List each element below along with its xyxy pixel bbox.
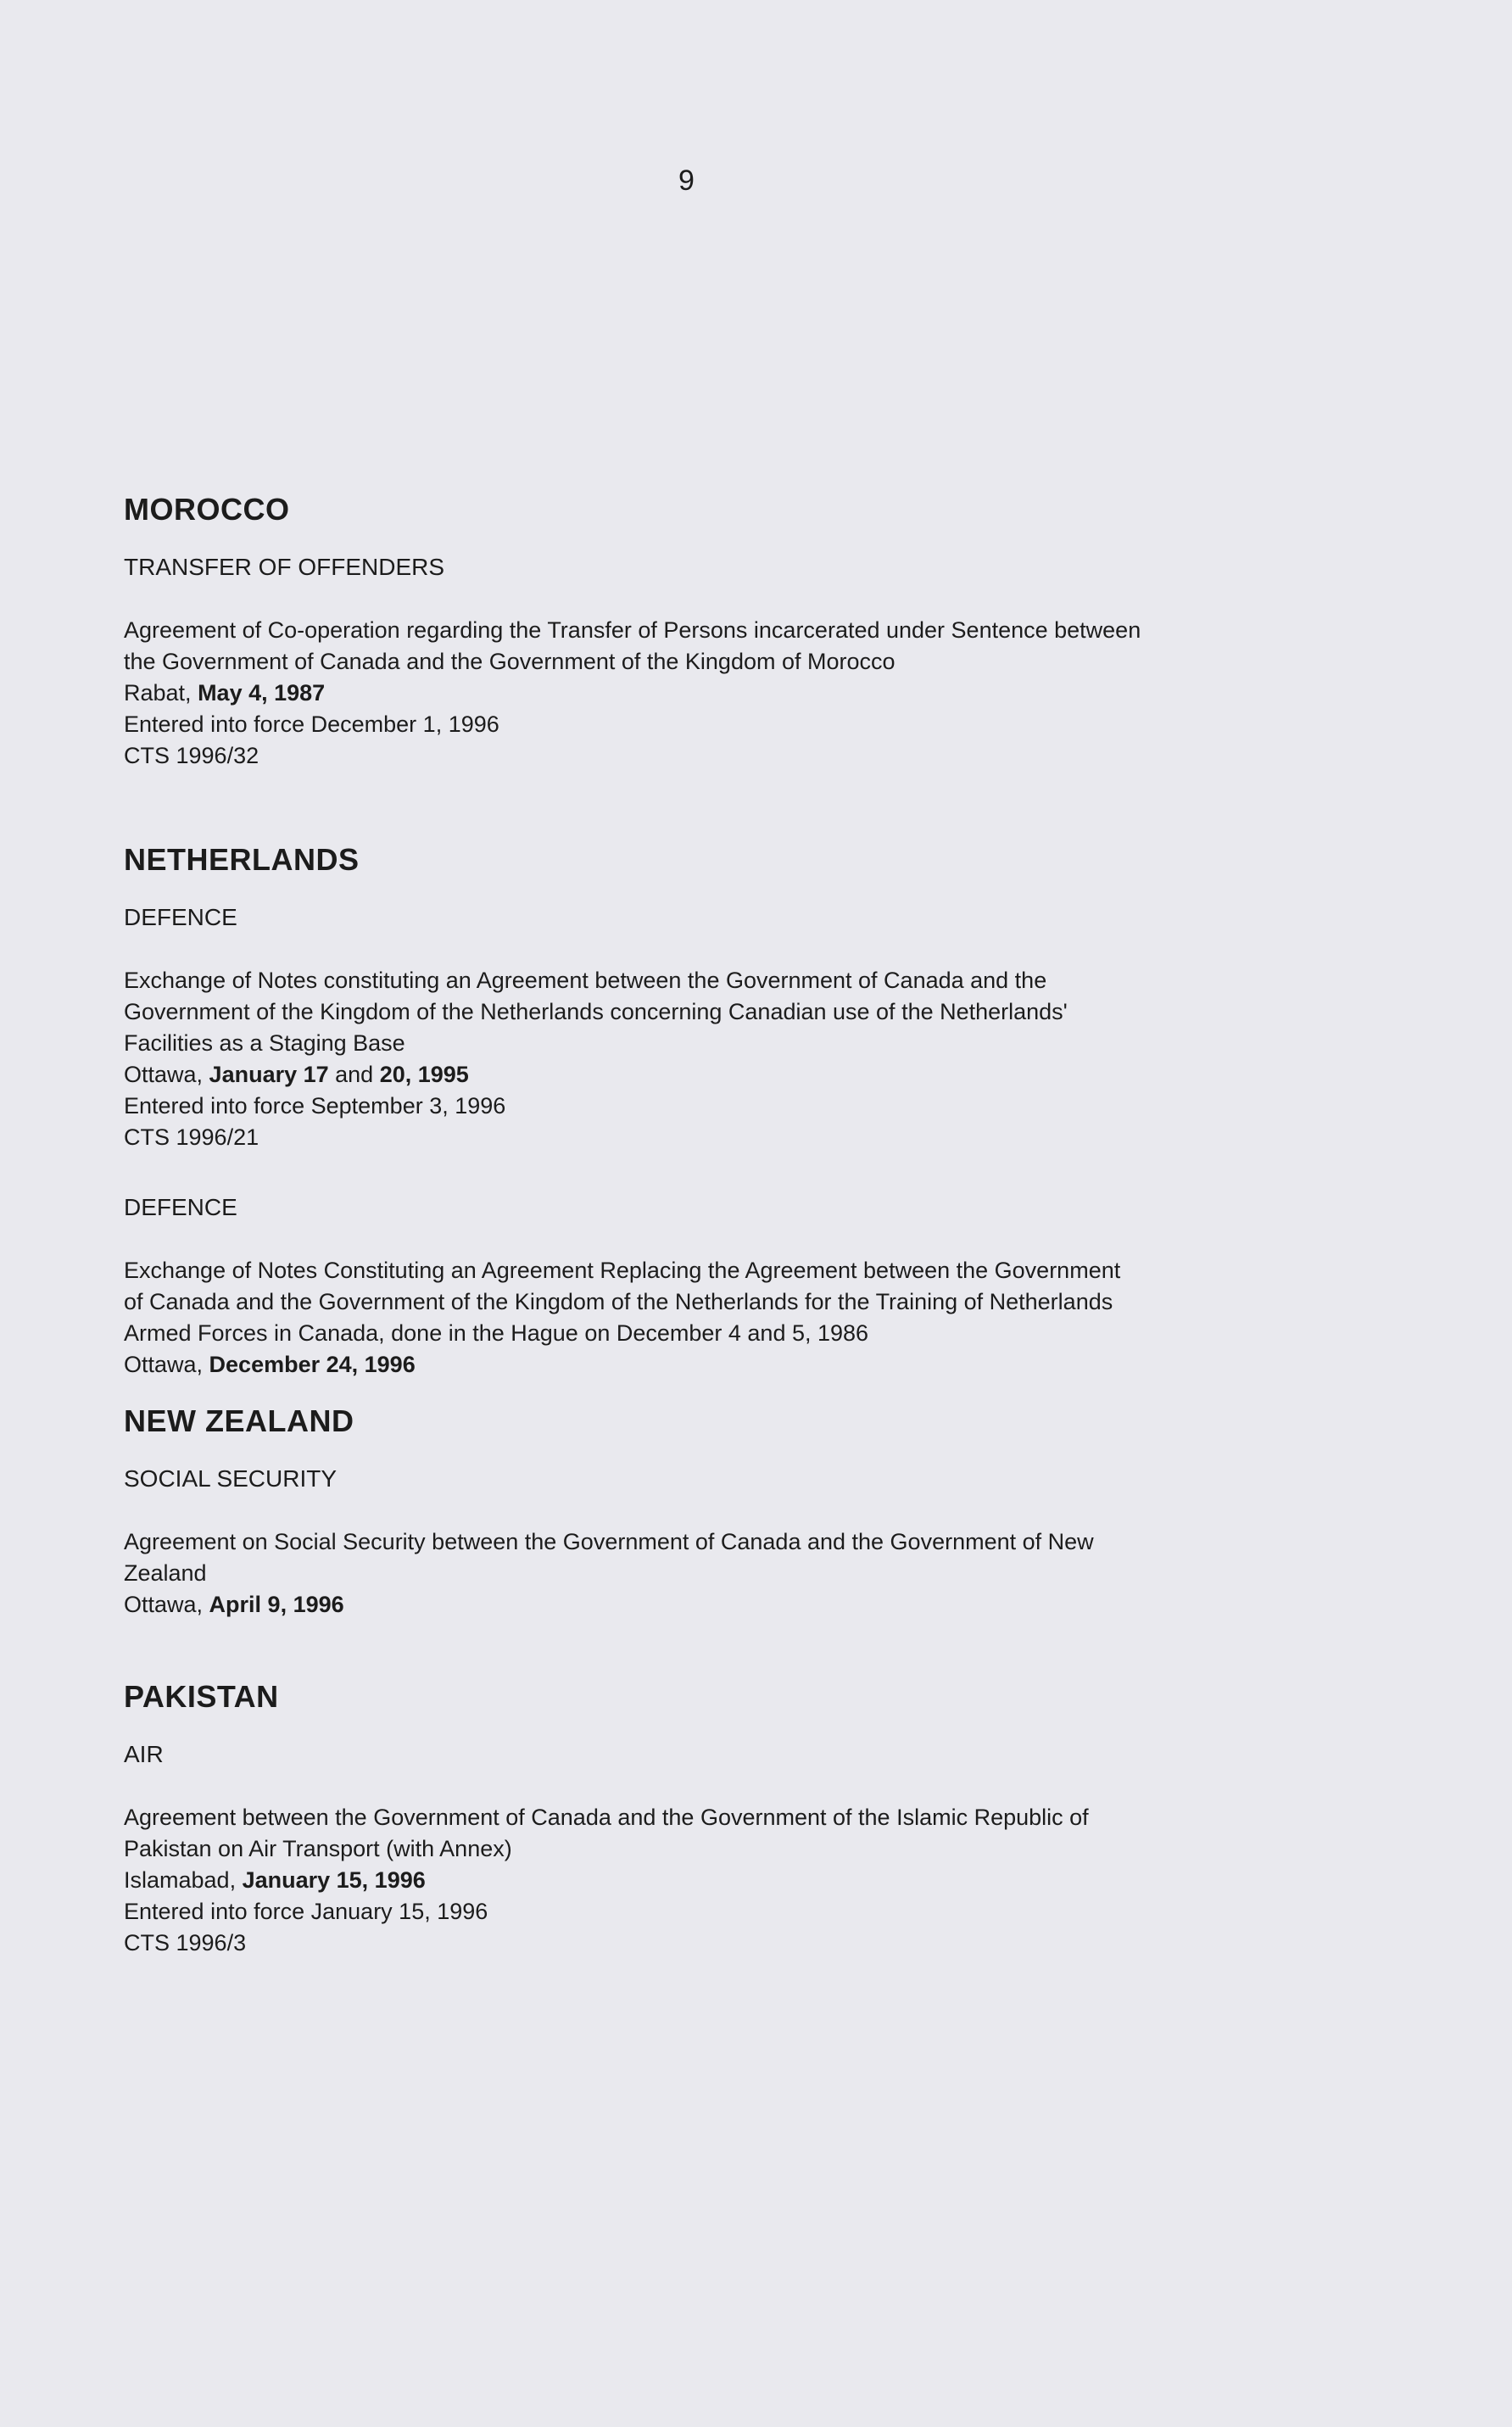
signing-date: April 9, 1996 — [209, 1592, 344, 1617]
signing-place: Ottawa, — [124, 1062, 209, 1087]
signing-place-date — [124, 1349, 1362, 1381]
signing-place: Islamabad, — [124, 1867, 243, 1893]
treaty-description-line: Zealand — [124, 1560, 207, 1586]
entry-into-force: Entered into force January 15, 1996 — [124, 1899, 488, 1924]
signing-place-date — [124, 1865, 1362, 1896]
section-morocco — [124, 494, 1362, 772]
cts-reference: CTS 1996/32 — [124, 743, 259, 768]
page-number: 9 — [678, 165, 695, 197]
treaty-entry — [124, 615, 1362, 772]
treaty-description-line: of Canada and the Government of the Kingdom of the Netherlands for the Training of Netherlands — [124, 1289, 1113, 1314]
signing-date: December 24, 1996 — [209, 1352, 416, 1377]
treaty-description-line: Agreement of Co-operation regarding the Transfer of Persons incarcerated under Sentence between — [124, 617, 1141, 643]
treaty-entry — [124, 1526, 1362, 1621]
treaty-category: DEFENCE — [124, 1194, 237, 1220]
document-body — [124, 494, 1362, 1959]
signing-place: Ottawa, — [124, 1592, 209, 1617]
signing-date: January 15, 1996 — [242, 1867, 426, 1893]
treaty-description-line: Exchange of Notes Constituting an Agreement Replacing the Agreement between the Government — [124, 1258, 1121, 1283]
country-heading: PAKISTAN — [124, 1679, 279, 1714]
treaty-description-line: Agreement on Social Security between the Government of Canada and the Government of New — [124, 1529, 1094, 1554]
signing-date-joiner: and — [328, 1062, 380, 1087]
cts-reference: CTS 1996/21 — [124, 1124, 259, 1150]
signing-place-date — [124, 1059, 1362, 1091]
country-heading: NETHERLANDS — [124, 842, 360, 877]
signing-date: May 4, 1987 — [198, 680, 326, 706]
treaty-category: DEFENCE — [124, 904, 237, 930]
signing-place-date — [124, 1589, 1362, 1621]
treaty-entry — [124, 1255, 1362, 1381]
signing-place-date — [124, 678, 1362, 709]
section-pakistan — [124, 1679, 1362, 1959]
country-heading: MOROCCO — [124, 492, 290, 527]
signing-date: 20, 1995 — [379, 1062, 469, 1087]
treaty-description-line: Pakistan on Air Transport (with Annex) — [124, 1836, 512, 1861]
treaty-description-line: Facilities as a Staging Base — [124, 1030, 405, 1056]
treaty-entry — [124, 1802, 1362, 1959]
cts-reference: CTS 1996/3 — [124, 1930, 247, 1956]
treaty-description-line: Armed Forces in Canada, done in the Hague on December 4 and 5, 1986 — [124, 1320, 869, 1346]
treaty-category: TRANSFER OF OFFENDERS — [124, 554, 445, 580]
treaty-description-line: Agreement between the Government of Canada and the Government of the Islamic Republic of — [124, 1805, 1089, 1830]
signing-place: Rabat, — [124, 680, 198, 706]
treaty-category: SOCIAL SECURITY — [124, 1465, 338, 1492]
treaty-entry — [124, 965, 1362, 1153]
section-new-zealand — [124, 1403, 1362, 1621]
signing-place: Ottawa, — [124, 1352, 209, 1377]
treaty-description-line: Exchange of Notes constituting an Agreement between the Government of Canada and the — [124, 968, 1047, 993]
section-netherlands — [124, 842, 1362, 1381]
treaty-category: AIR — [124, 1741, 164, 1767]
signing-date: January 17 — [209, 1062, 329, 1087]
entry-into-force: Entered into force December 1, 1996 — [124, 711, 499, 737]
treaty-description-line: the Government of Canada and the Government of the Kingdom of Morocco — [124, 649, 895, 674]
entry-into-force: Entered into force September 3, 1996 — [124, 1093, 506, 1119]
country-heading: NEW ZEALAND — [124, 1403, 354, 1438]
treaty-description-line: Government of the Kingdom of the Netherlands concerning Canadian use of the Netherlands' — [124, 999, 1068, 1024]
